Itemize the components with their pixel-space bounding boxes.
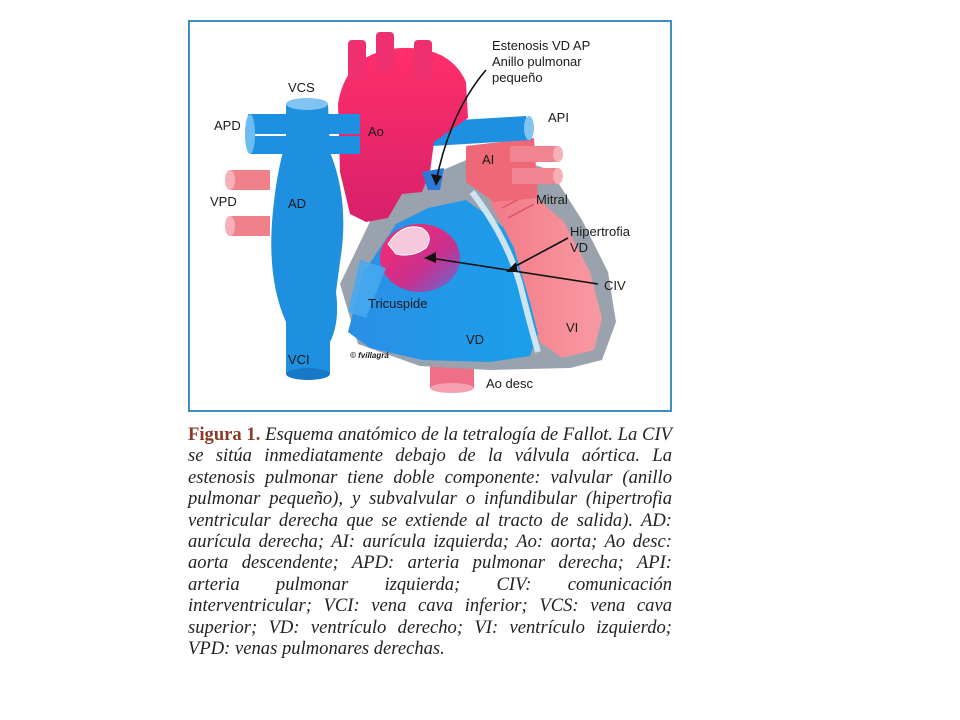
left-pulmonary-vein-upper [510,146,558,162]
right-pulmonary-artery-end [245,114,255,154]
caption-label: Figura 1. [188,424,261,445]
label-ai: AI [482,152,495,167]
label-estenosis-1: Estenosis VD AP [492,38,591,53]
aortic-branch-1 [348,40,366,80]
right-pulmonary-vein-upper [230,170,270,190]
label-civ: CIV [604,278,626,293]
left-pulmonary-artery-end [524,116,534,140]
figure-caption [188,424,672,659]
vci-bottom [286,368,330,380]
label-hipertrofia-2: VD [570,240,589,255]
aortic-branch-2 [376,32,394,72]
label-apd: APD [214,118,241,133]
label-estenosis-3: pequeño [492,70,543,85]
right-pulmonary-vein-lower [230,216,270,236]
label-ad: AD [288,196,307,211]
label-tricuspide: Tricuspide [368,296,428,311]
figure-frame [188,20,672,412]
caption-text: Esquema anatómico de la tetralogía de Fallot. La CIV se sitúa inmediatamente debajo de la válvula aórtica. La estenosis pulmonar tiene doble componente: valvular (anillo pulmonar pequeño), y subvalvular o infundibular (hipertrofia ventricular derecha que se extiende al tracto de salida). AD: aurícula derecha; AI: aurícula izquierda; Ao: aorta; Ao desc: aorta descendente; APD: arteria pulmonar derecha; API: arteria pulmonar izquierda; CIV: comunicación interventricular; VCI: vena cava inferior; VCS: vena cava superior; VD: ventrículo derecho; VI: ventrículo izquierdo; VPD: venas pulmonares derechas. [188,424,672,660]
left-pulmonary-vein-lower [512,168,558,184]
descending-aorta-end [430,383,474,393]
label-vci: VCI [288,352,310,367]
left-pulmonary-vein-lower-end [553,168,563,184]
aortic-branch-3 [414,40,432,80]
label-mitral: Mitral [536,192,568,207]
vcs-top [286,98,328,110]
label-estenosis-2: Anillo pulmonar [492,54,582,69]
label-ao-desc: Ao desc [486,376,533,391]
right-pulmonary-vein-upper-end [225,170,235,190]
label-vpd: VPD [210,194,237,209]
right-pulmonary-vein-lower-end [225,216,235,236]
label-hipertrofia-1: Hipertrofia [570,224,630,239]
left-pulmonary-vein-upper-end [553,146,563,162]
heart-diagram [190,22,670,410]
label-api: API [548,110,569,125]
label-ao: Ao [368,124,384,139]
label-copyright: © fvillagrá [350,351,389,360]
label-vi: VI [566,320,579,335]
label-vcs: VCS [288,80,315,95]
label-vd: VD [466,332,485,347]
